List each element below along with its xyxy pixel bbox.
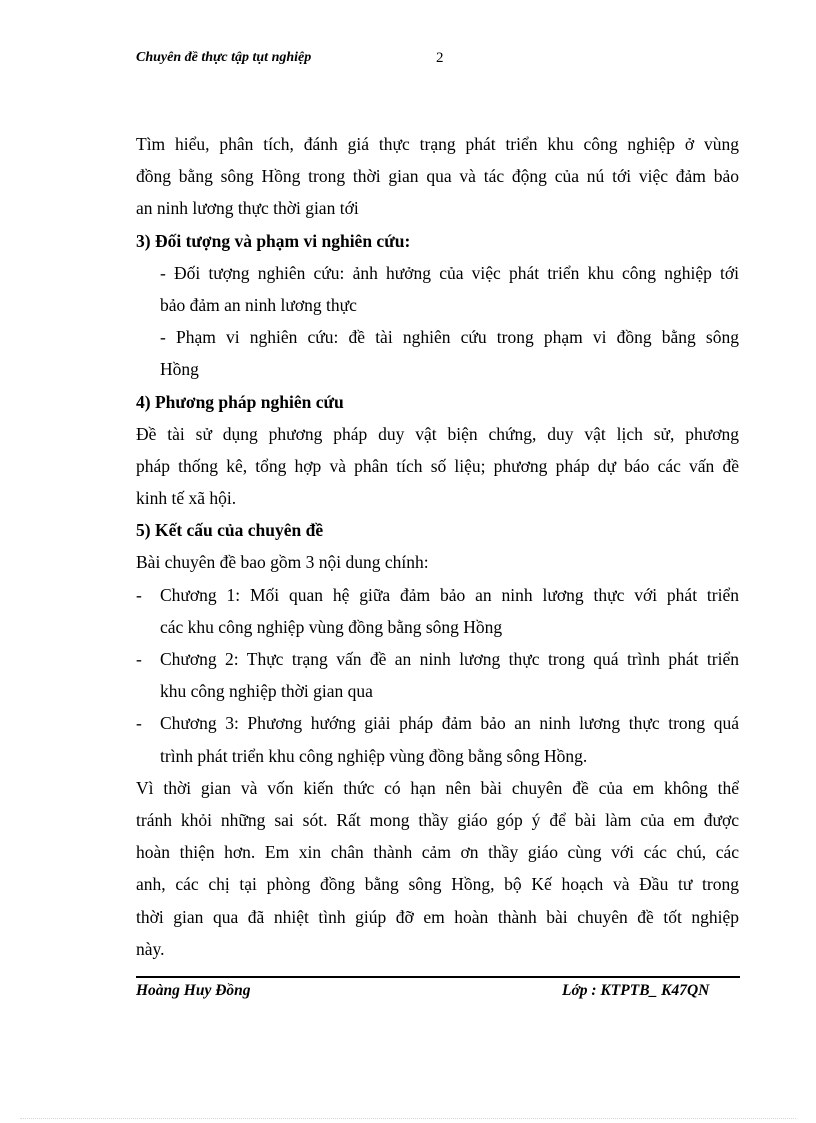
- section-heading-4: 4) Phương pháp nghiên cứu: [136, 391, 344, 412]
- footer-divider: [136, 976, 740, 978]
- paragraph-line: - Phạm vi nghiên cứu: đề tài nghiên cứu trong phạm vi đồng bằng sông: [160, 327, 739, 348]
- list-item-text: Chương 1: Mối quan hệ giữa đảm bảo an ninh lương thực với phát triển: [160, 584, 739, 605]
- paragraph-line: Vì thời gian và vốn kiến thức có hạn nên bài chuyên đề của em không thể: [136, 777, 739, 798]
- paragraph-line: hoàn thiện hơn. Em xin chân thành cảm ơn thầy giáo cùng với các chú, các: [136, 842, 739, 863]
- page-edge-divider: [20, 1118, 796, 1119]
- bullet-dash: -: [136, 584, 142, 605]
- footer-class: Lớp : KTPTB_ K47QN: [562, 982, 710, 999]
- paragraph-line: pháp thống kê, tổng hợp và phân tích số liệu; phương pháp dự báo các vấn đề: [136, 455, 739, 476]
- section-heading-5: 5) Kết cấu của chuyên đề: [136, 520, 324, 541]
- paragraph-line: an ninh lương thực thời gian tới: [136, 198, 359, 219]
- paragraph-line: này.: [136, 938, 165, 959]
- header-title: Chuyên đề thực tập tụt nghiệp: [136, 50, 312, 65]
- paragraph-line: Hồng: [160, 359, 199, 380]
- list-item-text: Chương 2: Thực trạng vấn đề an ninh lương thực trong quá trình phát triển: [160, 649, 739, 669]
- bullet-dash: -: [136, 713, 142, 734]
- paragraph-line: Đề tài sử dụng phương pháp duy vật biện chứng, duy vật lịch sử, phương: [136, 423, 739, 444]
- paragraph-line: đồng bằng sông Hồng trong thời gian qua và tác động của nú tới việc đảm bảo: [136, 166, 739, 187]
- paragraph-line: Tìm hiểu, phân tích, đánh giá thực trạng phát triển khu công nghiệp ở vùng: [136, 134, 739, 154]
- paragraph-line: trình phát triển khu công nghiệp vùng đồng bằng sông Hồng.: [160, 745, 588, 766]
- paragraph-line: anh, các chị tại phòng đồng bằng sông Hồng, bộ Kế hoạch và Đầu tư trong: [136, 874, 739, 895]
- paragraph-line: kinh tế xã hội.: [136, 488, 237, 509]
- section-heading-3: 3) Đối tượng và phạm vi nghiên cứu:: [136, 230, 411, 251]
- paragraph-line: khu công nghiệp thời gian qua: [160, 681, 373, 702]
- paragraph-line: các khu công nghiệp vùng đồng bằng sông Hồng: [160, 616, 503, 637]
- page-header: [136, 50, 736, 70]
- bullet-dash: -: [136, 649, 142, 669]
- document-body: [136, 128, 739, 965]
- list-item: [136, 643, 739, 675]
- footer-author: Hoàng Huy Đồng: [136, 982, 251, 999]
- page-number: 2: [436, 50, 444, 66]
- list-item-text: Chương 3: Phương hướng giải pháp đảm bảo an ninh lương thực trong quá: [160, 713, 739, 734]
- paragraph-line: Bài chuyên đề bao gồm 3 nội dung chính:: [136, 552, 429, 573]
- list-item: [136, 707, 739, 739]
- page-footer: [136, 982, 740, 1004]
- paragraph-line: bảo đảm an ninh lương thực: [160, 294, 357, 315]
- paragraph-line: thời gian qua đã nhiệt tình giúp đỡ em hoàn thành bài chuyên đề tốt nghiệp: [136, 906, 739, 927]
- list-item: [136, 579, 739, 611]
- paragraph-line: tránh khỏi những sai sót. Rất mong thầy giáo góp ý để bài làm của em được: [136, 809, 739, 830]
- paragraph-line: - Đối tượng nghiên cứu: ảnh hưởng của việc phát triển khu công nghiệp tới: [160, 262, 739, 283]
